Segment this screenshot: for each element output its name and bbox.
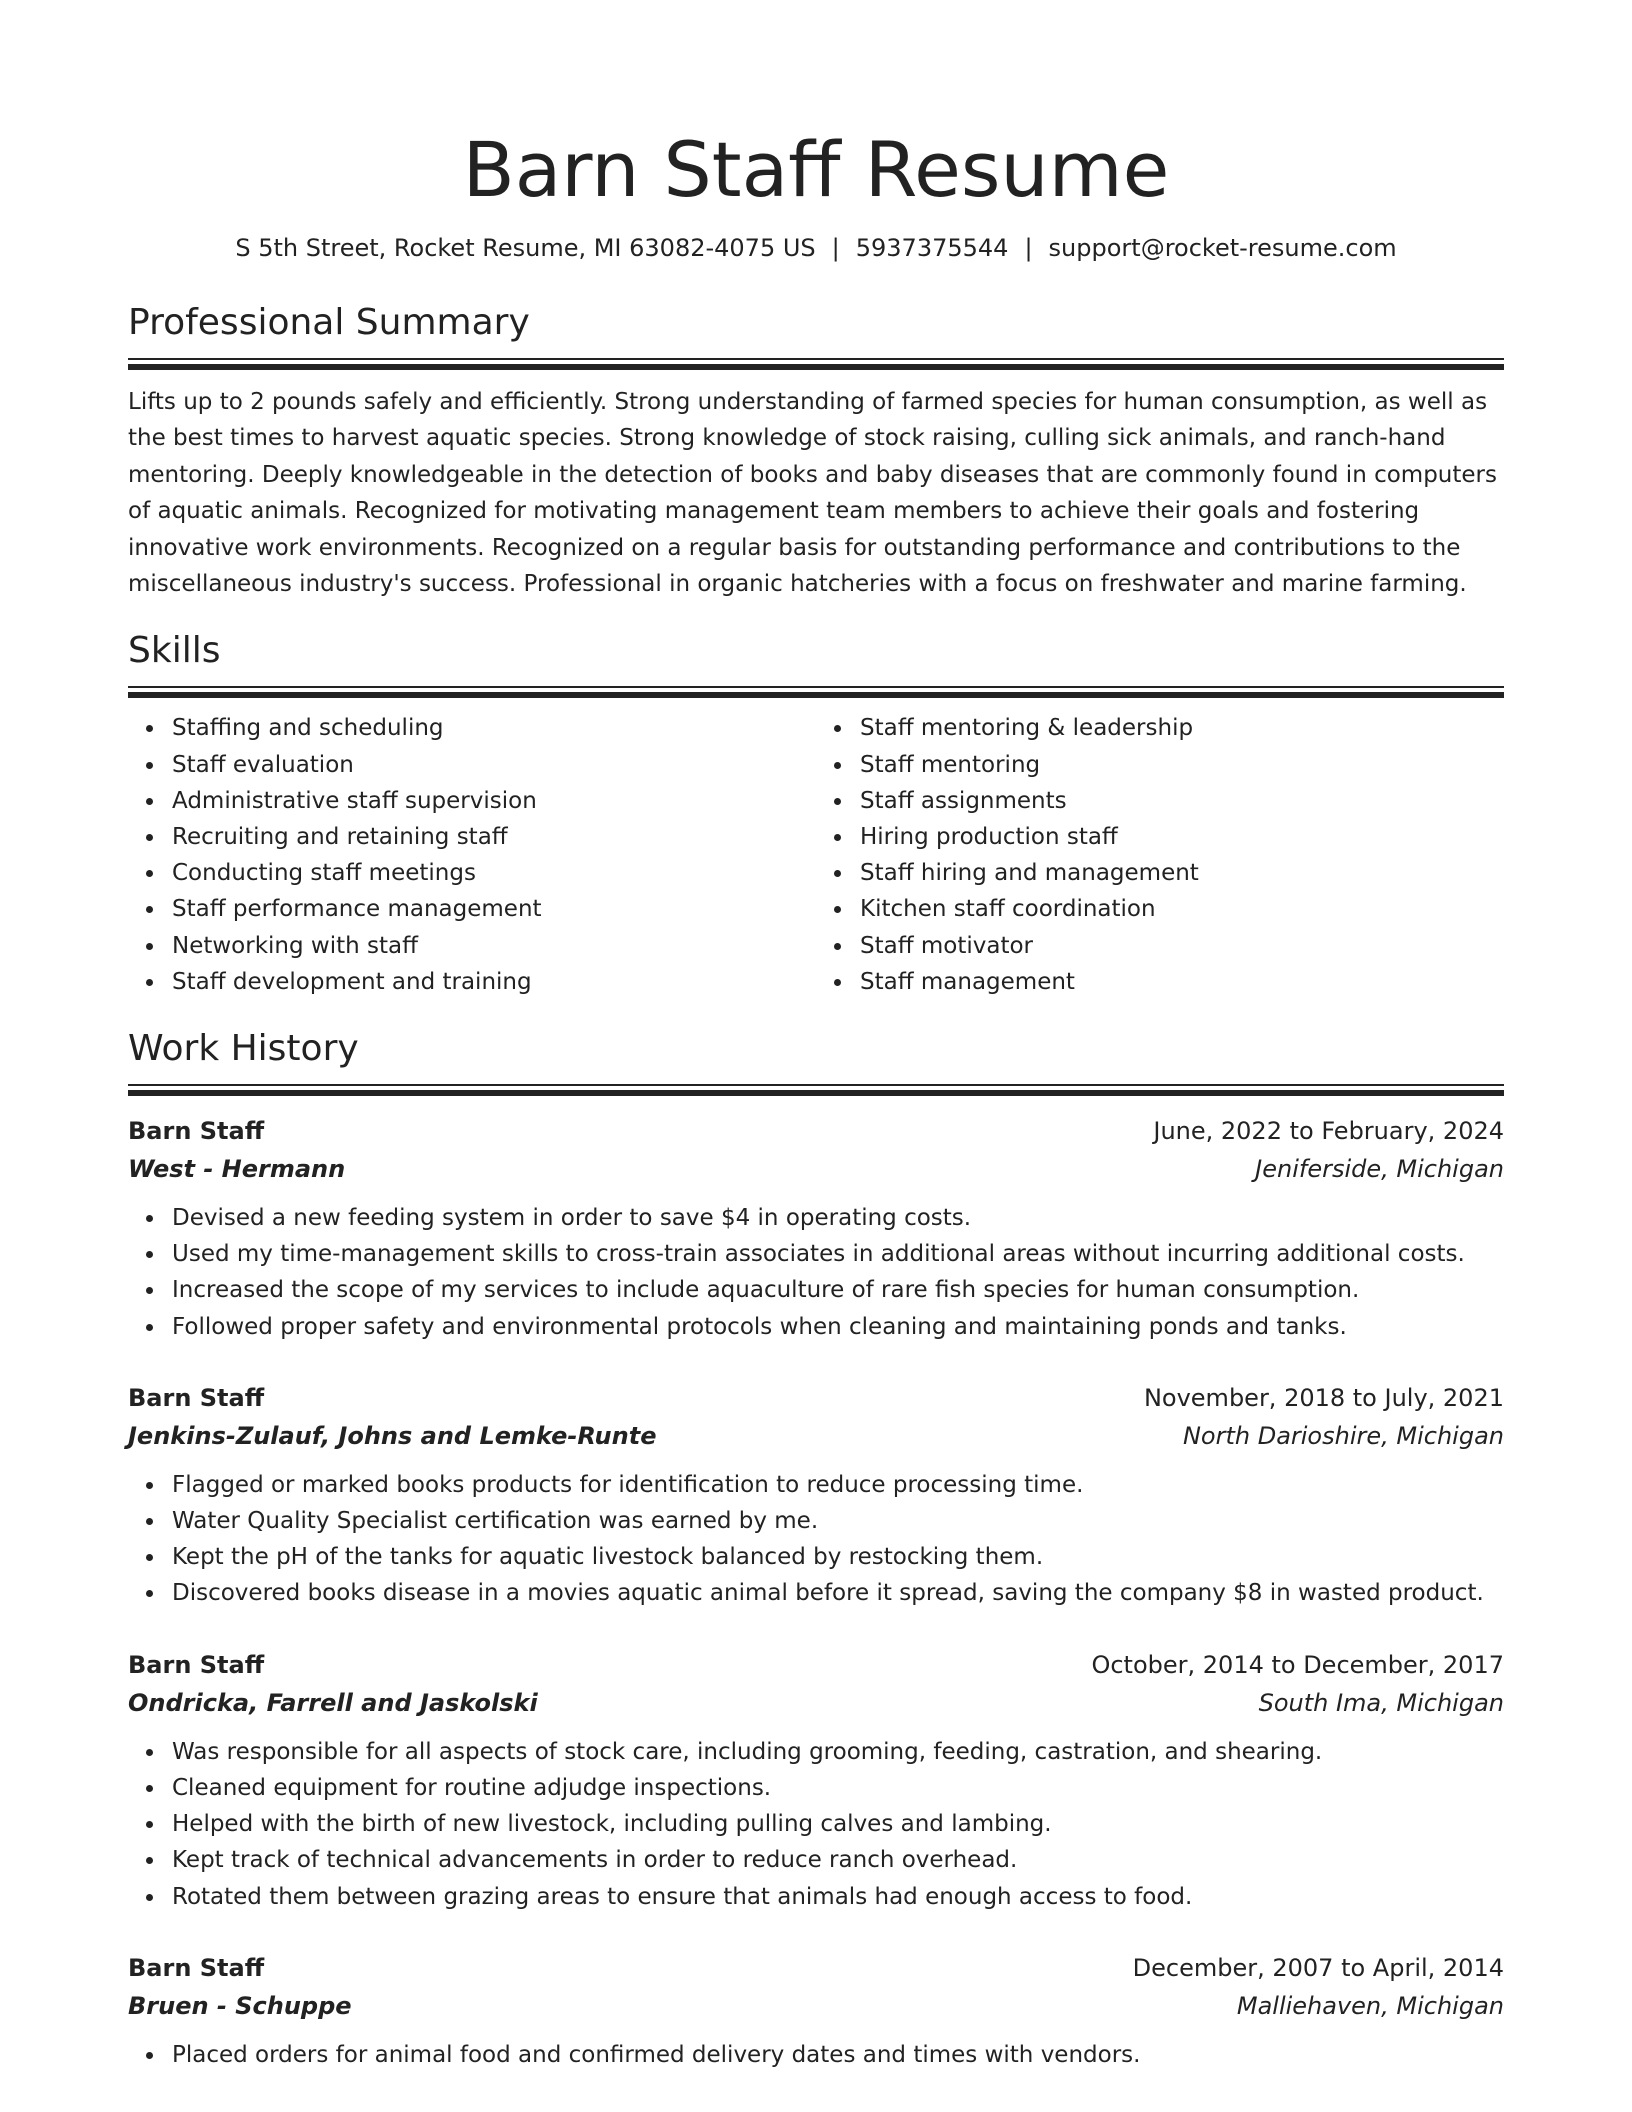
skill-item: Staff performance management (172, 891, 816, 927)
duty-item: Discovered books disease in a movies aquatic animal before it spread, saving the company $8 in wasted product. (172, 1575, 1504, 1611)
skill-item: Recruiting and retaining staff (172, 819, 816, 855)
skills-columns (128, 710, 1504, 1000)
contact-line (128, 232, 1504, 264)
skill-item: Networking with staff (172, 928, 816, 964)
job-entry (128, 1112, 1504, 1345)
section-rule (128, 358, 1504, 370)
duty-item: Followed proper safety and environmental protocols when cleaning and maintaining ponds and tanks. (172, 1309, 1504, 1345)
job-duties (128, 2037, 1504, 2073)
duty-item: Used my time-management skills to cross-train associates in additional areas without incurring additional costs. (172, 1236, 1504, 1272)
job-company-row (128, 1417, 1504, 1455)
duty-item: Rotated them between grazing areas to ensure that animals had enough access to food. (172, 1879, 1504, 1915)
skill-item: Hiring production staff (860, 819, 1504, 855)
job-title: Barn Staff (128, 1650, 265, 1679)
skill-item: Staff assignments (860, 783, 1504, 819)
skill-item: Staff management (860, 964, 1504, 1000)
job-company-row (128, 1987, 1504, 2025)
job-company: Ondricka, Farrell and Jaskolski (128, 1688, 538, 1717)
email: support@rocket-resume.com (1048, 234, 1397, 262)
resume-page (128, 0, 1504, 2073)
job-company-row (128, 1684, 1504, 1722)
job-title: Barn Staff (128, 1383, 265, 1412)
job-location: North Darioshire, Michigan (1182, 1421, 1504, 1450)
job-duties (128, 1734, 1504, 1915)
duty-item: Increased the scope of my services to include aquaculture of rare fish species for human consumption. (172, 1272, 1504, 1308)
section-heading-skills: Skills (128, 630, 221, 672)
job-location: South Ima, Michigan (1258, 1688, 1504, 1717)
separator: | (1024, 234, 1033, 262)
duty-item: Devised a new feeding system in order to save $4 in operating costs. (172, 1200, 1504, 1236)
duty-item: Cleaned equipment for routine adjudge inspections. (172, 1770, 1504, 1806)
job-company-row (128, 1150, 1504, 1188)
duty-item: Kept track of technical advancements in order to reduce ranch overhead. (172, 1842, 1504, 1878)
job-title: Barn Staff (128, 1117, 265, 1146)
work-history-section (128, 1026, 1504, 2073)
job-dates: October, 2014 to December, 2017 (1091, 1650, 1504, 1679)
section-heading-summary: Professional Summary (128, 302, 530, 343)
skills-list-left (128, 710, 816, 1000)
section-rule (128, 1084, 1504, 1096)
skill-item: Staff hiring and management (860, 855, 1504, 891)
job-header-row (128, 1112, 1504, 1150)
skill-item: Staffing and scheduling (172, 710, 816, 746)
section-heading-work: Work History (128, 1028, 359, 1070)
job-dates: November, 2018 to July, 2021 (1143, 1383, 1504, 1412)
job-duties (128, 1200, 1504, 1345)
job-entry (128, 1646, 1504, 1915)
job-company: Bruen - Schuppe (128, 1991, 352, 2020)
duty-item: Flagged or marked books products for identification to reduce processing time. (172, 1467, 1504, 1503)
skills-list-right (816, 710, 1504, 1000)
separator: | (831, 234, 840, 262)
skill-item: Staff motivator (860, 928, 1504, 964)
skill-item: Conducting staff meetings (172, 855, 816, 891)
professional-summary-section (128, 300, 1504, 602)
job-title: Barn Staff (128, 1953, 265, 1982)
address: S 5th Street, Rocket Resume, MI 63082-4075 US (235, 234, 816, 262)
duty-item: Was responsible for all aspects of stock care, including grooming, feeding, castration, and shearing. (172, 1734, 1504, 1770)
duty-item: Kept the pH of the tanks for aquatic livestock balanced by restocking them. (172, 1539, 1504, 1575)
skill-item: Staff development and training (172, 964, 816, 1000)
job-header-row (128, 1949, 1504, 1987)
skill-item: Kitchen staff coordination (860, 891, 1504, 927)
phone: 5937375544 (855, 234, 1009, 262)
skills-section (128, 628, 1504, 1000)
skill-item: Staff mentoring & leadership (860, 710, 1504, 746)
job-location: Jeniferside, Michigan (1255, 1155, 1504, 1184)
resume-title: Barn Staff Resume (462, 125, 1170, 214)
job-entry (128, 1949, 1504, 2073)
skill-item: Staff mentoring (860, 747, 1504, 783)
job-location: Malliehaven, Michigan (1236, 1991, 1504, 2020)
job-company: Jenkins-Zulauf, Johns and Lemke-Runte (128, 1421, 657, 1450)
duty-item: Placed orders for animal food and confirmed delivery dates and times with vendors. (172, 2037, 1504, 2073)
job-company: West - Hermann (128, 1155, 346, 1184)
skill-item: Staff evaluation (172, 747, 816, 783)
job-entry (128, 1379, 1504, 1612)
job-dates: December, 2007 to April, 2014 (1132, 1953, 1504, 1982)
duty-item: Water Quality Specialist certification was earned by me. (172, 1503, 1504, 1539)
skill-item: Administrative staff supervision (172, 783, 816, 819)
duty-item: Helped with the birth of new livestock, including pulling calves and lambing. (172, 1806, 1504, 1842)
job-header-row (128, 1379, 1504, 1417)
job-header-row (128, 1646, 1504, 1684)
job-dates: June, 2022 to February, 2024 (1153, 1117, 1504, 1146)
job-duties (128, 1467, 1504, 1612)
section-rule (128, 686, 1504, 698)
summary-text: Lifts up to 2 pounds safely and efficiently. Strong understanding of farmed species for human consumption, as well as the best times to harvest aquatic species. Strong knowledge of stock raising, culling sick animals, and ranch-hand mentoring. Deeply knowledgeable in the detection of books and baby diseases that are commonly found in computers of aquatic animals. Recognized for motivating management team members to achieve their goals and fostering innovative work environments. Recognized on a regular basis for outstanding performance and contributions to the miscellaneous industry's success. Professional in organic hatcheries with a focus on freshwater and marine farming. (128, 389, 1497, 598)
